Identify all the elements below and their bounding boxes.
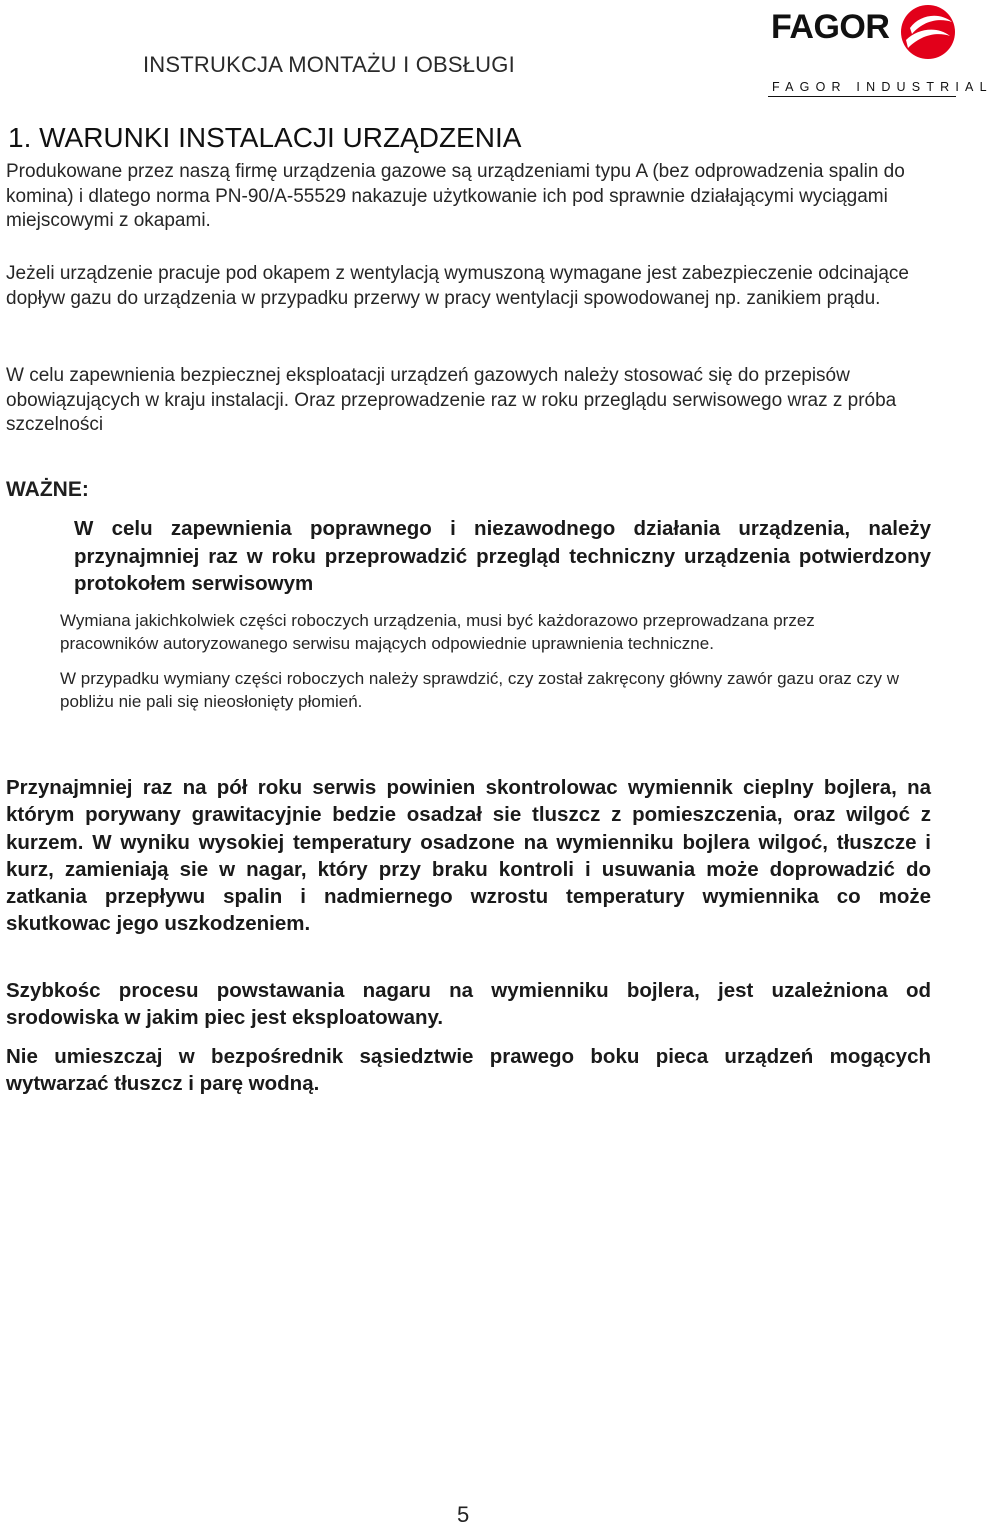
ventilation-paragraph: Jeżeli urządzenie pracuje pod okapem z wentylacją wymuszoną wymagane jest zabezpieczenie odcinające dopływ gazu do urządzenia w przypadku przerwy w pracy wentylacji spowodowanej np. zanikiem prądu. [6,263,910,309]
gas-valve-note: W przypadku wymiany części roboczych należy sprawdzić, czy został zakręcony główny zawór gazu oraz czy w pobliżu nie pali się nieosłonięty płomień. [60,669,899,711]
safety-paragraph: W celu zapewnienia bezpiecznej eksploatacji urządzeń gazowych należy stosować się do przepisów obowiązujących w kraju instalacji. Oraz przeprowadzenie raz w roku przeglądu serwisowego wraz z próba szczelności [6,365,897,435]
page-number: 5 [457,1502,470,1527]
intro-paragraph: Produkowane przez naszą firmę urządzenia gazowe są urządzeniami typu A (bez odprowadzenia spalin do komina) i dlatego norma PN-90/A-55529 nakazuje użytkowanie ich pod sprawnie działającymi wyciągami miejscowymi z okapami. [6,161,905,231]
deposit-speed-paragraph: Szybkośc procesu powstawania nagaru na wymienniku bojlera, jest uzależniona od srodowiska w jakim piec jest eksploatowany. [6,979,931,1030]
parts-replacement-note: Wymiana jakichkolwiek części roboczych urządzenia, musi być każdorazowo przeprowadzana przez pracowników autoryzowanego serwisu mających odpowiednie uprawnienia techniczne. [60,611,815,653]
logo-wordmark: FAGOR [771,8,890,46]
important-label: WAŻNE: [6,478,89,501]
important-emphasis: W celu zapewnienia poprawnego i niezawodnego działania urządzenia, należy przynajmniej raz w roku przeprowadzić przegląd techniczny urządzenia potwierdzony protokołem serwisowym [74,517,931,595]
fagor-logo [768,4,993,96]
service-paragraph: Przynajmniej raz na pół roku serwis powinien skontrolowac wymiennik cieplny bojlera, na którym porywany grawitacyjnie bedzie osadzał sie tluszcz z pomieszczenia, oraz wilgoć z kurzem. W wyniku wysokiej temperatury osadzone na wymienniku bojlera wilgoć, tłuszcze i kurz, zamieniają sie w nagar, który przy braku kontroli i usuwania może doprowadzić do zatkania przepływu spalin i nadmiernego wzrostu temperatury wymiennika co może skutkowac jego uszkodzeniem. [6,776,931,936]
section-title: 1. WARUNKI INSTALACJI URZĄDZENIA [8,122,522,153]
document-title: INSTRUKCJA MONTAŻU I OBSŁUGI [143,52,515,77]
fagor-swoosh-icon [900,4,956,60]
logo-divider [768,96,956,97]
logo-subtext: FAGOR INDUSTRIAL [772,80,993,94]
placement-warning-paragraph: Nie umieszczaj w bezpośrednik sąsiedztwie prawego boku pieca urządzeń mogących wytwarzać tłuszcz i parę wodną. [6,1045,931,1096]
